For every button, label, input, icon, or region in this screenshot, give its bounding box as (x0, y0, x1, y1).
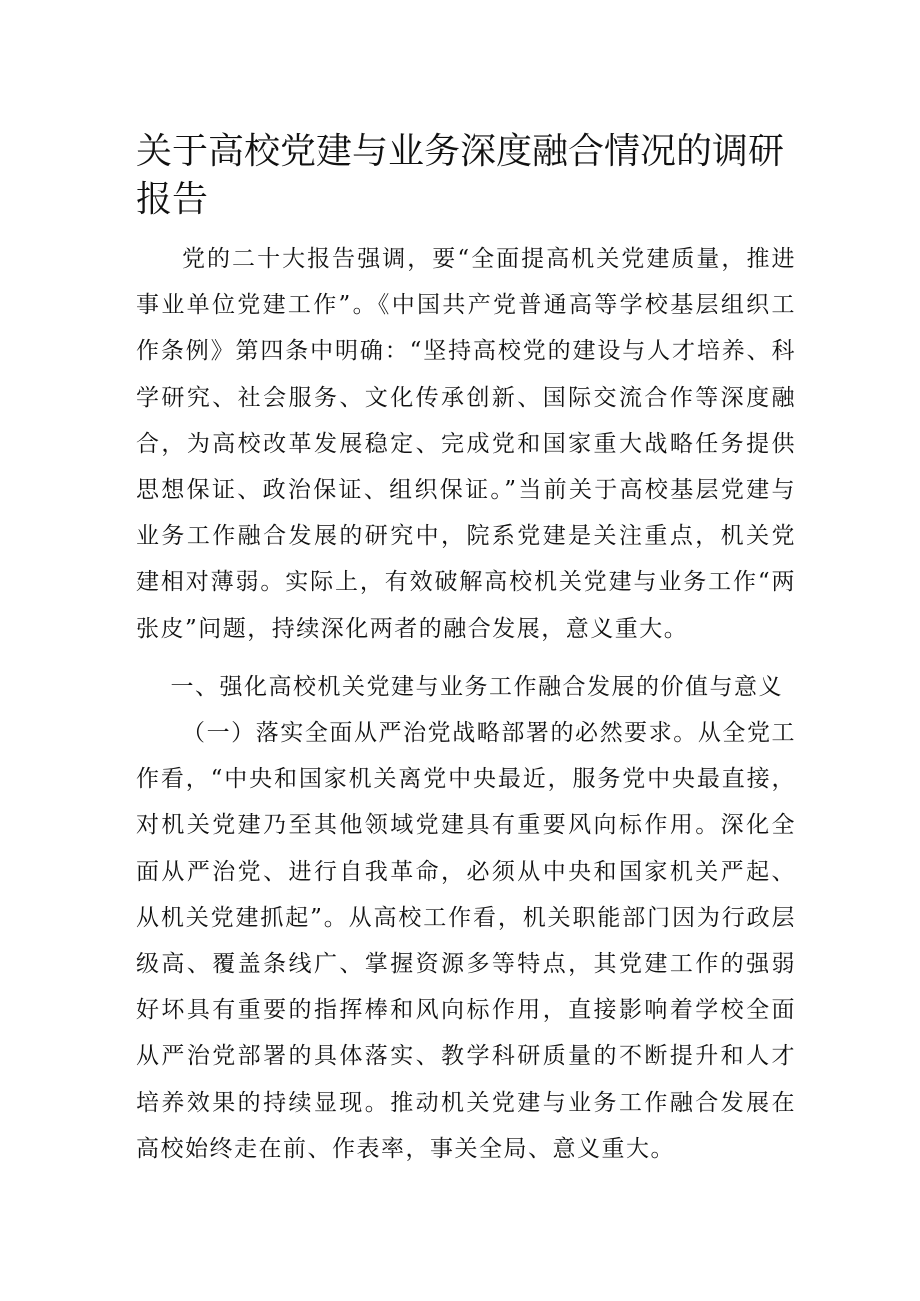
document-title: 关于高校党建与业务深度融合情况的调研报告 (136, 131, 785, 220)
paragraph-spacer (136, 652, 796, 664)
intro-paragraph: 党的二十大报告强调，要“全面提高机关党建质量，推进事业单位党建工作”。《中国共产党普通高等学校基层组织工作条例》第四条中明确：“坚持高校党的建设与人才培养、科学研究、社会服务、文化传承创新、国际交流合作等深度融合，为高校改革发展稳定、完成党和国家重大战略任务提供思想保证、政治保证、组织保证。”当前关于高校基层党建与业务工作融合发展的研究中，院系党建是关注重点，机关党建相对薄弱。实际上，有效破解高校机关党建与业务工作“两张皮”问题，持续深化两者的融合发展，意义重大。 (136, 246, 796, 642)
document-body (136, 236, 796, 1172)
section-1-heading: 一、强化高校机关党建与业务工作融合发展的价值与意义 (170, 673, 783, 700)
section-1-1-paragraph: （一）落实全面从严治党战略部署的必然要求。从全党工作看，“中央和国家机关离党中央最近，服务党中央最直接，对机关党建乃至其他领域党建具有重要风向标作用。深化全面从严治党、进行自我革命，必须从中央和国家机关严起、从机关党建抓起”。从高校工作看，机关职能部门因为行政层级高、覆盖条线广、掌握资源多等特点，其党建工作的强弱好坏具有重要的指挥棒和风向标作用，直接影响着学校全面从严治党部署的具体落实、教学科研质量的不断提升和人才培养效果的持续显现。推动机关党建与业务工作融合发展在高校始终走在前、作表率，事关全局、意义重大。 (136, 720, 796, 1162)
